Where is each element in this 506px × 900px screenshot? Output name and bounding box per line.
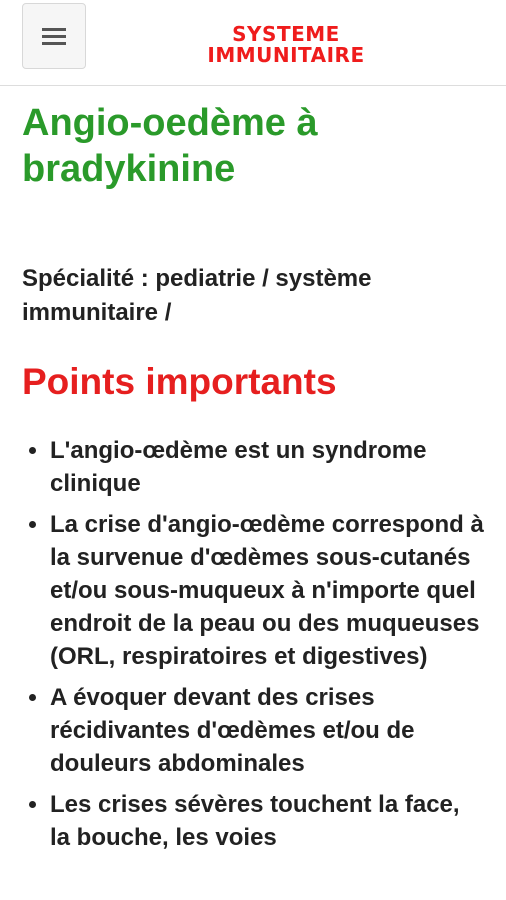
site-logo[interactable] (175, 24, 397, 66)
list-item: • La crise d'angio-œdème correspond à la survenue d'œdèmes sous-cutanés et/ou sous-muqueux à n'importe quel endroit de la peau ou des muqueuses (ORL, respiratoires et digestives) (50, 508, 484, 673)
section-heading: Points importants (22, 361, 337, 402)
logo-line-2: IMMUNITAIRE (207, 43, 365, 67)
page-title: Angio-oedème à bradykinine (22, 102, 318, 190)
article-content (0, 100, 506, 854)
list-item: • Les crises sévères touchent la face, la bouche, les voies (50, 788, 484, 854)
hamburger-icon (41, 25, 67, 47)
list-item: • A évoquer devant des crises récidivantes d'œdèmes et/ou de douleurs abdominales (50, 681, 484, 780)
specialty-breadcrumb: Spécialité : pediatrie / système immunitaire / (22, 265, 372, 326)
list-item: • L'angio-œdème est un syndrome clinique (50, 434, 484, 500)
top-bar (0, 0, 506, 86)
important-points-list (22, 434, 484, 854)
menu-button[interactable] (22, 3, 86, 69)
logo-line-1: SYSTEME (232, 22, 340, 46)
